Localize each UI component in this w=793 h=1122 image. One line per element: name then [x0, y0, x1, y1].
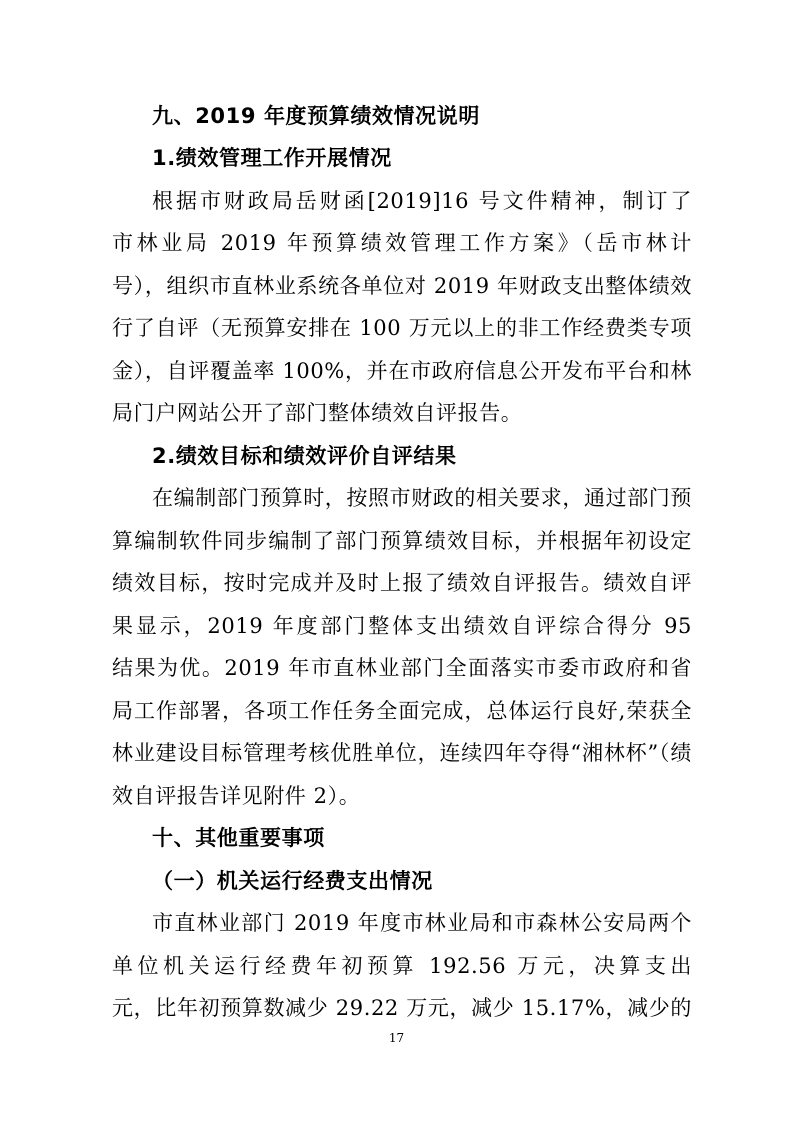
- paragraph-line: 效自评报告详见附件 2）。: [112, 784, 361, 808]
- subheading-operating-expenses: （一）机关运行经费支出情况: [152, 869, 433, 893]
- paragraph-line: 林业建设目标管理考核优胜单位，连续四年夺得“湘林杯”（绩: [112, 741, 692, 765]
- paragraph-line: 单位机关运行经费年初预算 192.56 万元，决算支出: [112, 954, 692, 978]
- paragraph-line: 结果为优。2019 年市直林业部门全面落实市委市政府和省: [112, 656, 692, 680]
- paragraph-line: 市直林业部门 2019 年度市林业局和市森林公安局两个: [152, 911, 692, 935]
- paragraph-line: 金），自评覆盖率 100%，并在市政府信息公开发布平台和林: [112, 359, 692, 383]
- paragraph-line: 算编制软件同步编制了部门预算绩效目标，并根据年初设定: [112, 529, 692, 553]
- page-number: 17: [388, 1031, 405, 1045]
- section-heading-9: 九、2019 年度预算绩效情况说明: [152, 104, 480, 128]
- paragraph-line: 果显示，2019 年度部门整体支出绩效自评综合得分 95: [112, 614, 692, 638]
- paragraph-line: 根据市财政局岳财函[2019]16 号文件精神，制订了: [152, 189, 692, 213]
- paragraph-line: 元，比年初预算数减少 29.22 万元，减少 15.17%，减少的: [112, 996, 692, 1020]
- paragraph-line: 行了自评（无预算安排在 100 万元以上的非工作经费类专项: [112, 316, 692, 340]
- paragraph-line: 绩效目标，按时完成并及时上报了绩效自评报告。绩效自评: [112, 571, 692, 595]
- paragraph-line: 局工作部署，各项工作任务全面完成，总体运行良好,荣获全: [112, 699, 692, 723]
- paragraph-line: 局门户网站公开了部门整体绩效自评报告。: [112, 401, 523, 425]
- section-heading-10: 十、其他重要事项: [152, 826, 325, 850]
- subheading-performance-goals: 2.绩效目标和绩效评价自评结果: [152, 444, 457, 468]
- paragraph-line: 市林业局 2019 年预算绩效管理工作方案》（岳市林计: [112, 231, 692, 255]
- subheading-performance-management: 1.绩效管理工作开展情况: [152, 146, 392, 170]
- paragraph-line: 号），组织市直林业系统各单位对 2019 年财政支出整体绩效: [112, 274, 692, 298]
- paragraph-line: 在编制部门预算时，按照市财政的相关要求，通过部门预: [152, 486, 692, 510]
